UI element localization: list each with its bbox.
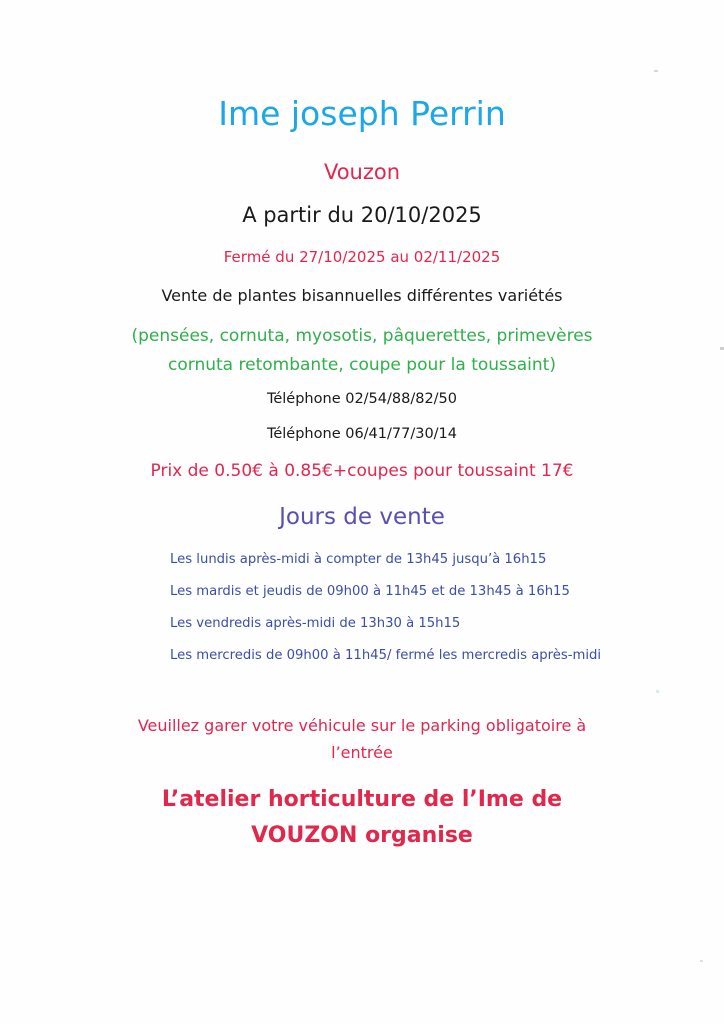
parking-notice-line-1: Veuillez garer votre véhicule sur le parking obligatoire à (137, 716, 587, 735)
city-name: Vouzon (323, 160, 401, 184)
varieties-line-2: cornuta retombante, coupe pour la toussaint) (168, 355, 556, 375)
schedule-item: Les mercredis de 09h00 à 11h45/ fermé les mercredis après-midi (170, 648, 602, 663)
scan-speck (654, 70, 658, 72)
start-date: A partir du 20/10/2025 (242, 203, 482, 227)
varieties-line-1: (pensées, cornuta, myosotis, pâquerettes, primevères (131, 326, 593, 346)
sale-days-heading: Jours de vente (279, 504, 445, 530)
schedule-item: Les lundis après-midi à compter de 13h45 jusqu’à 16h15 (170, 552, 547, 567)
scan-speck (700, 960, 703, 962)
organizer-statement (0, 782, 724, 854)
sale-schedule (170, 550, 601, 678)
parking-notice-line-2: l’entrée (331, 743, 393, 762)
organizer-line-1: L’atelier horticulture de l’Ime de (161, 787, 563, 812)
schedule-item: Les vendredis après-midi de 13h30 à 15h15 (170, 616, 461, 631)
closed-period: Fermé du 27/10/2025 au 02/11/2025 (223, 248, 501, 266)
organizer-line-2: VOUZON organise (251, 823, 473, 848)
scan-speck (656, 690, 659, 693)
phone-number-2: Téléphone 06/41/77/30/14 (266, 426, 458, 442)
parking-notice (0, 712, 724, 766)
schedule-item: Les mardis et jeudis de 09h00 à 11h45 et de 13h45 à 16h15 (170, 584, 570, 599)
price-info: Prix de 0.50€ à 0.85€+coupes pour toussaint 17€ (150, 461, 574, 481)
flyer-title: Ime joseph Perrin (218, 94, 506, 133)
phone-number-1: Téléphone 02/54/88/82/50 (266, 391, 458, 407)
scan-speck (720, 347, 724, 350)
sale-description: Vente de plantes bisannuelles différentes variétés (161, 286, 563, 305)
varieties-list (0, 322, 724, 380)
